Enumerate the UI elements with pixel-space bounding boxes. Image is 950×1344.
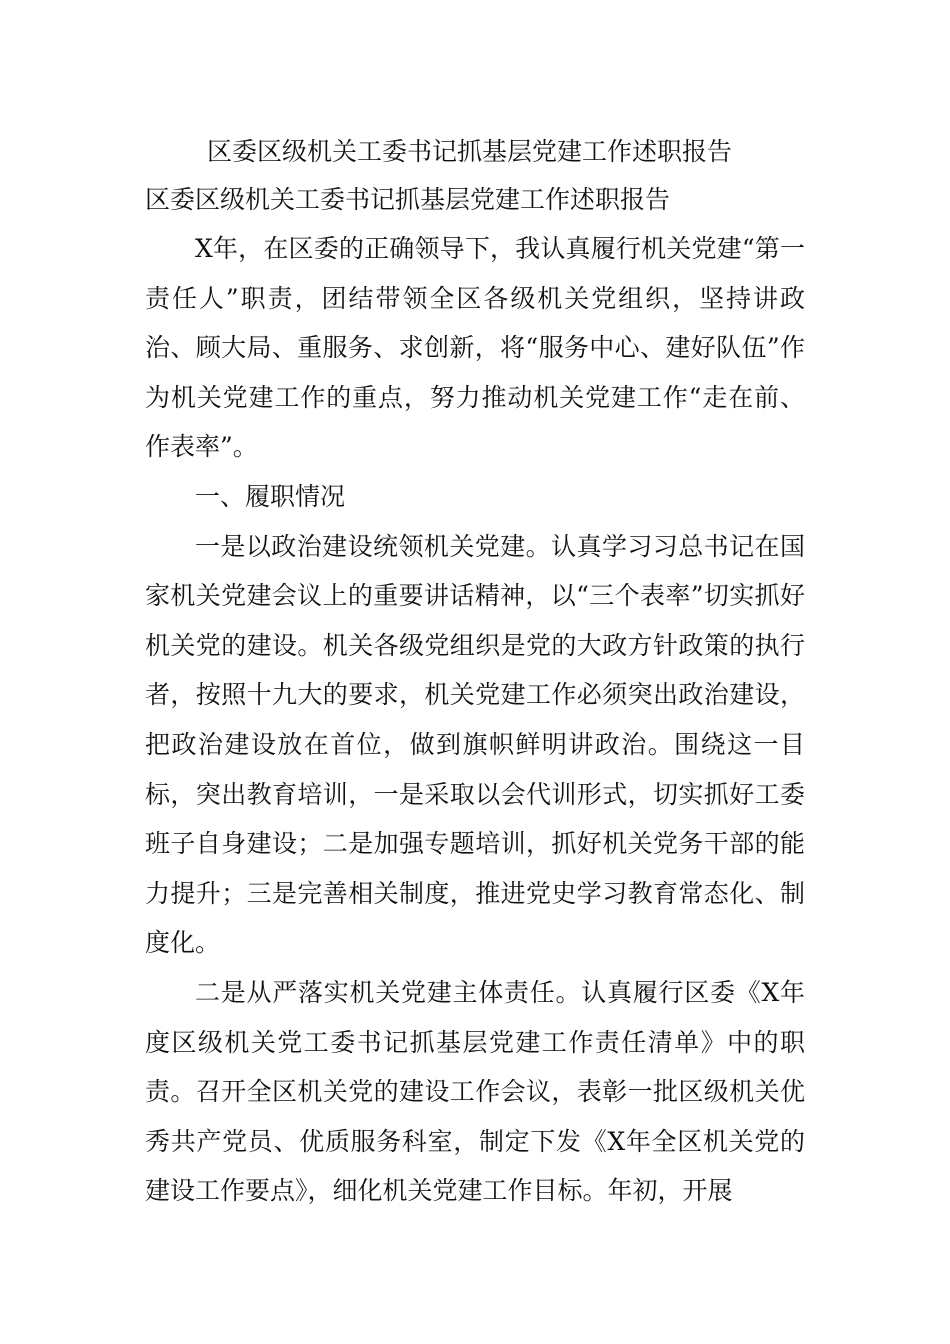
document-subtitle: 区委区级机关工委书记抓基层党建工作述职报告 xyxy=(145,185,671,214)
paragraph-political-building: 一是以政治建设统领机关党建。认真学习习总书记在国家机关党建会议上的重要讲话精神，以“三个表率”切实抓好机关党的建设。机关各级党组织是党的大政方针政策的执行者，按照十九大的要求，机关党建工作必须突出政治建设，把政治建设放在首位，做到旗帜鲜明讲政治。围绕这一目标，突出教育培训，一是采取以会代训形式，切实抓好工委班子自身建设；二是加强专题培训，抓好机关党务干部的能力提升；三是完善相关制度，推进党史学习教育常态化、制度化。 xyxy=(145,531,805,958)
paragraph-intro: X年，在区委的正确领导下，我认真履行机关党建“第一责任人”职责，团结带领全区各级机关党组织，坚持讲政治、顾大局、重服务、求创新，将“服务中心、建好队伍”作为机关党建工作的重点，努力推动机关党建工作“走在前、作表率”。 xyxy=(145,234,805,462)
section-heading: 一、履职情况 xyxy=(195,481,346,511)
paragraph-responsibility: 二是从严落实机关党建主体责任。认真履行区委《X年度区级机关党工委书记抓基层党建工作责任清单》中的职责。召开全区机关党的建设工作会议，表彰一批区级机关优秀共产党员、优质服务科室，制定下发《X年全区机关党的建设工作要点》，细化机关党建工作目标。年初，开展 xyxy=(145,977,805,1206)
document-body xyxy=(145,128,805,1216)
document-title: 区委区级机关工委书记抓基层党建工作述职报告 xyxy=(207,137,733,166)
